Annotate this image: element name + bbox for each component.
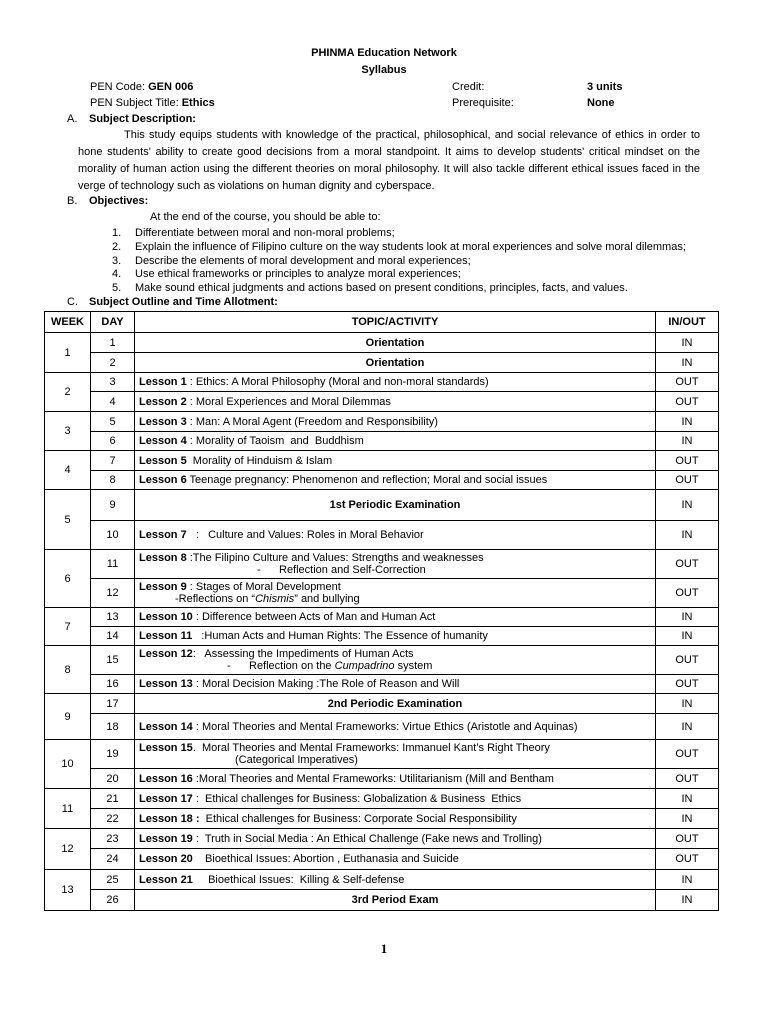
topic-text: : Difference between Acts of Man and Human Act xyxy=(192,611,436,623)
topic-cell xyxy=(135,646,656,675)
in-out-cell: OUT xyxy=(656,646,719,675)
lesson-label: Lesson 9 xyxy=(139,581,187,593)
topic-text: Bioethical Issues: Abortion , Euthanasia and Suicide xyxy=(192,853,459,865)
topic-cell xyxy=(135,789,656,809)
in-out-cell: OUT xyxy=(656,392,719,412)
day-cell: 6 xyxy=(91,432,135,451)
week-cell: 1 xyxy=(45,333,91,373)
topic-cell xyxy=(135,432,656,451)
topic-cell xyxy=(135,550,656,579)
topic-cell xyxy=(135,490,656,521)
week-cell: 6 xyxy=(45,550,91,608)
day-cell: 4 xyxy=(91,392,135,412)
topic-text: : Ethical challenges for Business: Globalization & Business Ethics xyxy=(192,792,522,805)
credit-value: 3 units xyxy=(587,81,623,93)
lesson-label: Lesson 6 xyxy=(139,474,187,486)
day-cell: 20 xyxy=(91,769,135,789)
objective-item xyxy=(112,282,686,296)
lesson-label: Lesson 13 xyxy=(139,678,193,690)
day-cell: 9 xyxy=(91,490,135,521)
header-in-out: IN/OUT xyxy=(656,312,719,333)
table-row xyxy=(45,550,719,579)
table-row xyxy=(45,870,719,890)
objective-text: Differentiate between moral and non-moral problems; xyxy=(135,227,395,239)
table-row xyxy=(45,849,719,870)
in-out-cell: IN xyxy=(656,353,719,373)
topic-cell xyxy=(135,471,656,490)
day-cell: 22 xyxy=(91,809,135,829)
day-cell: 13 xyxy=(91,608,135,627)
objective-item xyxy=(112,268,686,282)
pen-code-label: PEN Code: xyxy=(90,81,146,93)
in-out-cell: OUT xyxy=(656,675,719,694)
table-header-row xyxy=(45,312,719,333)
lesson-label: Lesson 3 xyxy=(139,415,187,428)
header-week: WEEK xyxy=(45,312,91,333)
org-name: PHINMA Education Network xyxy=(311,47,457,59)
objective-item xyxy=(112,241,686,255)
objective-text: Make sound ethical judgments and actions based on present conditions, principles, facts, and values. xyxy=(135,282,628,295)
topic-cell xyxy=(135,849,656,870)
topic-text: Orientation xyxy=(365,356,425,369)
day-cell: 19 xyxy=(91,740,135,769)
lesson-label: Lesson 11 xyxy=(139,630,193,642)
topic-cell xyxy=(135,714,656,740)
week-cell: 2 xyxy=(45,373,91,412)
topic-cell xyxy=(135,333,656,353)
table-row xyxy=(45,392,719,412)
table-row xyxy=(45,675,719,694)
topic-text: 2nd Periodic Examination xyxy=(327,697,463,710)
section-title: Subject Outline and Time Allotment: xyxy=(89,296,278,308)
in-out-cell: IN xyxy=(656,412,719,432)
topic-text: . Moral Theories and Mental Frameworks: Immanuel Kant’s Right Theory xyxy=(192,742,550,754)
topic-text: : Man: A Moral Agent (Freedom and Responsibility) xyxy=(186,415,438,428)
table-row xyxy=(45,608,719,627)
table-row xyxy=(45,890,719,911)
topic-cell xyxy=(135,890,656,911)
objective-number: 4. xyxy=(112,268,122,281)
topic-text: Teenage pregnancy: Phenomenon and reflection; Moral and social issues xyxy=(186,474,548,486)
day-cell: 2 xyxy=(91,353,135,373)
day-cell: 10 xyxy=(91,521,135,550)
objective-text: Describe the elements of moral development and moral experiences; xyxy=(135,254,471,267)
lesson-label: Lesson 17 xyxy=(139,792,193,805)
topic-cell xyxy=(135,451,656,471)
description-text: This study equips students with knowledge of the practical, philosophical, and social relevance of ethics in order to hone students' ability to create good decisions from a moral standpoint. It aims to develop students' critical mindset on the morality of human action using the different theories on moral philosophy. It will also tackle different ethical issues faced in the verge of technology such as violations on human dignity and cyberspace. xyxy=(78,129,700,192)
topic-text: 1st Periodic Examination xyxy=(329,499,461,511)
topic-subtext: - Reflection and Self-Correction xyxy=(257,564,426,576)
in-out-cell: IN xyxy=(656,870,719,890)
pen-code xyxy=(90,81,193,93)
lesson-label: Lesson 19 xyxy=(139,832,193,845)
day-cell: 3 xyxy=(91,373,135,392)
in-out-cell: IN xyxy=(656,521,719,550)
topic-text: : Stages of Moral Development xyxy=(186,581,341,593)
day-cell: 8 xyxy=(91,471,135,490)
topic-text: :The Filipino Culture and Values: Strengths and weaknesses xyxy=(186,552,484,564)
topic-cell xyxy=(135,675,656,694)
in-out-cell: IN xyxy=(656,789,719,809)
in-out-cell: IN xyxy=(656,432,719,451)
lesson-label: Lesson 4 xyxy=(139,435,187,447)
week-cell: 12 xyxy=(45,829,91,870)
lesson-label: Lesson 14 xyxy=(139,720,193,733)
topic-text: : Assessing the Impediments of Human Acts xyxy=(192,648,414,660)
table-row xyxy=(45,521,719,550)
objective-item xyxy=(112,255,686,269)
topic-text: : Moral Theories and Mental Frameworks: Virtue Ethics (Aristotle and Aquinas) xyxy=(192,720,578,733)
day-cell: 7 xyxy=(91,451,135,471)
topic-cell xyxy=(135,608,656,627)
in-out-cell: IN xyxy=(656,333,719,353)
topic-subtext: - Reflection on the Cumpadrino system xyxy=(227,660,433,672)
table-row xyxy=(45,809,719,829)
lesson-label: Lesson 7 xyxy=(139,529,187,541)
day-cell: 14 xyxy=(91,627,135,646)
week-cell: 10 xyxy=(45,740,91,789)
table-row xyxy=(45,353,719,373)
day-cell: 5 xyxy=(91,412,135,432)
week-cell: 8 xyxy=(45,646,91,694)
week-cell: 4 xyxy=(45,451,91,490)
table-row xyxy=(45,740,719,769)
table-row xyxy=(45,714,719,740)
week-cell: 5 xyxy=(45,490,91,550)
topic-cell xyxy=(135,373,656,392)
header-topic: TOPIC/ACTIVITY xyxy=(135,312,656,333)
section-letter: C. xyxy=(67,296,78,308)
topic-text: : Moral Experiences and Moral Dilemmas xyxy=(186,395,391,408)
in-out-cell: OUT xyxy=(656,769,719,789)
week-cell: 7 xyxy=(45,608,91,646)
day-cell: 1 xyxy=(91,333,135,353)
lesson-label: Lesson 16 xyxy=(139,772,193,785)
in-out-cell: OUT xyxy=(656,829,719,849)
topic-cell xyxy=(135,829,656,849)
lesson-label: Lesson 2 xyxy=(139,395,187,408)
objective-number: 2. xyxy=(112,240,122,253)
topic-cell xyxy=(135,412,656,432)
objective-text: Explain the influence of Filipino culture on the way students look at moral experiences and solve moral dilemmas; xyxy=(135,240,686,253)
topic-text: : Morality of Taoism and Buddhism xyxy=(186,435,364,447)
prerequisite-label: Prerequisite: xyxy=(452,97,514,109)
objectives-intro: At the end of the course, you should be able to: xyxy=(150,211,381,223)
page-number: 1 xyxy=(380,941,388,956)
in-out-cell: OUT xyxy=(656,849,719,870)
day-cell: 17 xyxy=(91,694,135,714)
topic-text: : Ethics: A Moral Philosophy (Moral and non-moral standards) xyxy=(186,376,489,388)
section-title: Subject Description: xyxy=(89,113,196,125)
in-out-cell: OUT xyxy=(656,471,719,490)
header-day: DAY xyxy=(91,312,135,333)
week-cell: 3 xyxy=(45,412,91,451)
topic-subtext: (Categorical Imperatives) xyxy=(235,754,358,766)
table-row xyxy=(45,627,719,646)
lesson-label: Lesson 1 xyxy=(139,376,187,388)
lesson-label: Lesson 10 xyxy=(139,611,193,623)
topic-cell xyxy=(135,809,656,829)
in-out-cell: IN xyxy=(656,714,719,740)
table-row xyxy=(45,412,719,432)
doc-title: Syllabus xyxy=(361,64,407,76)
day-cell: 12 xyxy=(91,579,135,608)
topic-text: :Moral Theories and Mental Frameworks: Utilitarianism (Mill and Bentham xyxy=(192,772,554,785)
day-cell: 26 xyxy=(91,890,135,911)
topic-cell xyxy=(135,740,656,769)
day-cell: 21 xyxy=(91,789,135,809)
table-row xyxy=(45,769,719,789)
table-row xyxy=(45,694,719,714)
subject-title-label: PEN Subject Title: xyxy=(90,97,179,109)
day-cell: 25 xyxy=(91,870,135,890)
topic-text: : Truth in Social Media : An Ethical Challenge (Fake news and Trolling) xyxy=(192,832,542,845)
in-out-cell: IN xyxy=(656,608,719,627)
topic-cell xyxy=(135,579,656,608)
objective-item xyxy=(112,227,686,241)
section-letter: A. xyxy=(67,113,78,125)
table-row xyxy=(45,471,719,490)
section-a-heading xyxy=(67,113,196,125)
in-out-cell: OUT xyxy=(656,550,719,579)
week-cell: 11 xyxy=(45,789,91,829)
table-row xyxy=(45,373,719,392)
pen-subject-title xyxy=(90,97,215,109)
subject-title-value: Ethics xyxy=(181,97,215,109)
topic-text: 3rd Period Exam xyxy=(351,894,439,906)
in-out-cell: OUT xyxy=(656,740,719,769)
lesson-label: Lesson 12 xyxy=(139,648,193,660)
lesson-label: Lesson 5 xyxy=(139,454,187,467)
in-out-cell: IN xyxy=(656,890,719,911)
subject-description xyxy=(78,127,700,195)
prerequisite-value: None xyxy=(587,97,615,109)
lesson-label: Lesson 8 xyxy=(139,552,187,564)
topic-cell xyxy=(135,769,656,789)
in-out-cell: OUT xyxy=(656,579,719,608)
in-out-cell: IN xyxy=(656,627,719,646)
week-cell: 13 xyxy=(45,870,91,911)
table-row xyxy=(45,829,719,849)
topic-cell xyxy=(135,627,656,646)
day-cell: 18 xyxy=(91,714,135,740)
table-row xyxy=(45,646,719,675)
in-out-cell: IN xyxy=(656,694,719,714)
topic-text: :Human Acts and Human Rights: The Essence of humanity xyxy=(192,630,488,642)
topic-subtext: -Reflections on “Chismis” and bullying xyxy=(175,593,360,605)
subject-outline-table xyxy=(44,311,719,911)
lesson-label: Lesson 20 xyxy=(139,853,193,865)
week-cell: 9 xyxy=(45,694,91,740)
topic-text: Morality of Hinduism & Islam xyxy=(186,454,333,467)
topic-text: : Culture and Values: Roles in Moral Behavior xyxy=(186,529,424,541)
in-out-cell: IN xyxy=(656,490,719,521)
in-out-cell: IN xyxy=(656,809,719,829)
topic-text: : Moral Decision Making :The Role of Reason and Will xyxy=(192,678,460,690)
day-cell: 16 xyxy=(91,675,135,694)
topic-cell xyxy=(135,694,656,714)
section-title: Objectives: xyxy=(89,195,149,207)
table-row xyxy=(45,579,719,608)
in-out-cell: OUT xyxy=(656,373,719,392)
table-row xyxy=(45,451,719,471)
topic-cell xyxy=(135,392,656,412)
objective-text: Use ethical frameworks or principles to analyze moral experiences; xyxy=(135,268,461,281)
objectives-list xyxy=(112,227,686,296)
section-letter: B. xyxy=(67,195,78,207)
lesson-label: Lesson 21 xyxy=(139,873,193,886)
lesson-label: Lesson 15 xyxy=(139,742,193,754)
table-row xyxy=(45,490,719,521)
objective-number: 5. xyxy=(112,282,122,295)
table-row xyxy=(45,789,719,809)
topic-cell xyxy=(135,521,656,550)
day-cell: 11 xyxy=(91,550,135,579)
lesson-label: Lesson 18 : xyxy=(139,812,200,825)
topic-cell xyxy=(135,353,656,373)
objective-number: 1. xyxy=(112,227,122,239)
day-cell: 24 xyxy=(91,849,135,870)
table-row xyxy=(45,333,719,353)
credit-label: Credit: xyxy=(452,81,485,93)
pen-code-value: GEN 006 xyxy=(148,81,194,93)
topic-text: Bioethical Issues: Killing & Self-defense xyxy=(192,873,405,886)
topic-text: Ethical challenges for Business: Corporate Social Responsibility xyxy=(199,812,517,825)
table-row xyxy=(45,432,719,451)
in-out-cell: OUT xyxy=(656,451,719,471)
topic-text: Orientation xyxy=(365,336,425,349)
day-cell: 15 xyxy=(91,646,135,675)
section-c-heading xyxy=(67,296,278,308)
day-cell: 23 xyxy=(91,829,135,849)
section-b-heading xyxy=(67,195,148,207)
topic-cell xyxy=(135,870,656,890)
objective-number: 3. xyxy=(112,254,122,267)
